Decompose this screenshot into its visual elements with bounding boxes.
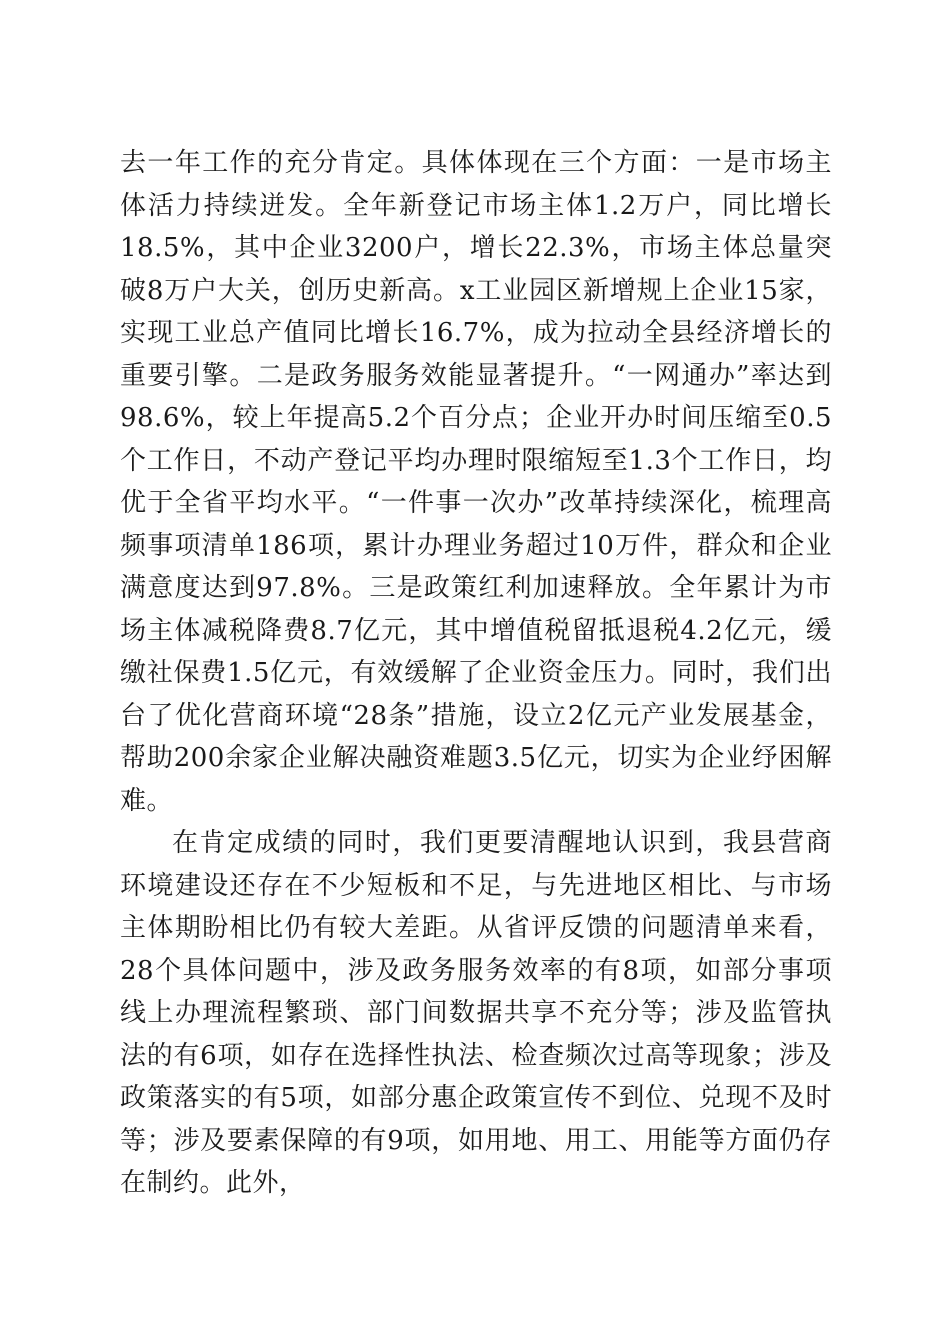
paragraph-shortcomings: 在肯定成绩的同时，我们更要清醒地认识到，我县营商环境建设还存在不少短板和不足，与先进地区相比、与市场主体期盼相比仍有较大差距。从省评反馈的问题清单来看，28个具体问题中，涉及政务服务效率的有8项，如部分事项线上办理流程繁琐、部门间数据共享不充分等；涉及监管执法的有6项，如存在选择性执法、检查频次过高等现象；涉及政策落实的有5项，如部分惠企政策宣传不到位、兑现不及时等；涉及要素保障的有9项，如用地、用工、用能等方面仍存在制约。此外， bbox=[120, 828, 832, 1198]
paragraph-continuation: 去一年工作的充分肯定。具体体现在三个方面：一是市场主体活力持续迸发。全年新登记市场主体1.2万户，同比增长18.5%，其中企业3200户，增长22.3%，市场主体总量突破8万户大关，创历史新高。x工业园区新增规上企业15家，实现工业总产值同比增长16.7%，成为拉动全县经济增长的重要引擎。二是政务服务效能显著提升。“一网通办”率达到98.6%，较上年提高5.2个百分点；企业开办时间压缩至0.5个工作日，不动产登记平均办理时限缩短至1.3个工作日，均优于全省平均水平。“一件事一次办”改革持续深化，梳理高频事项清单186项，累计办理业务超过10万件，群众和企业满意度达到97.8%。三是政策红利加速释放。全年累计为市场主体减税降费8.7亿元，其中增值税留抵退税4.2亿元，缓缴社保费1.5亿元，有效缓解了企业资金压力。同时，我们出台了优化营商环境“28条”措施，设立2亿元产业发展基金，帮助200余家企业解决融资难题3.5亿元，切实为企业纾困解难。 bbox=[120, 148, 832, 816]
document-body bbox=[120, 142, 832, 1205]
